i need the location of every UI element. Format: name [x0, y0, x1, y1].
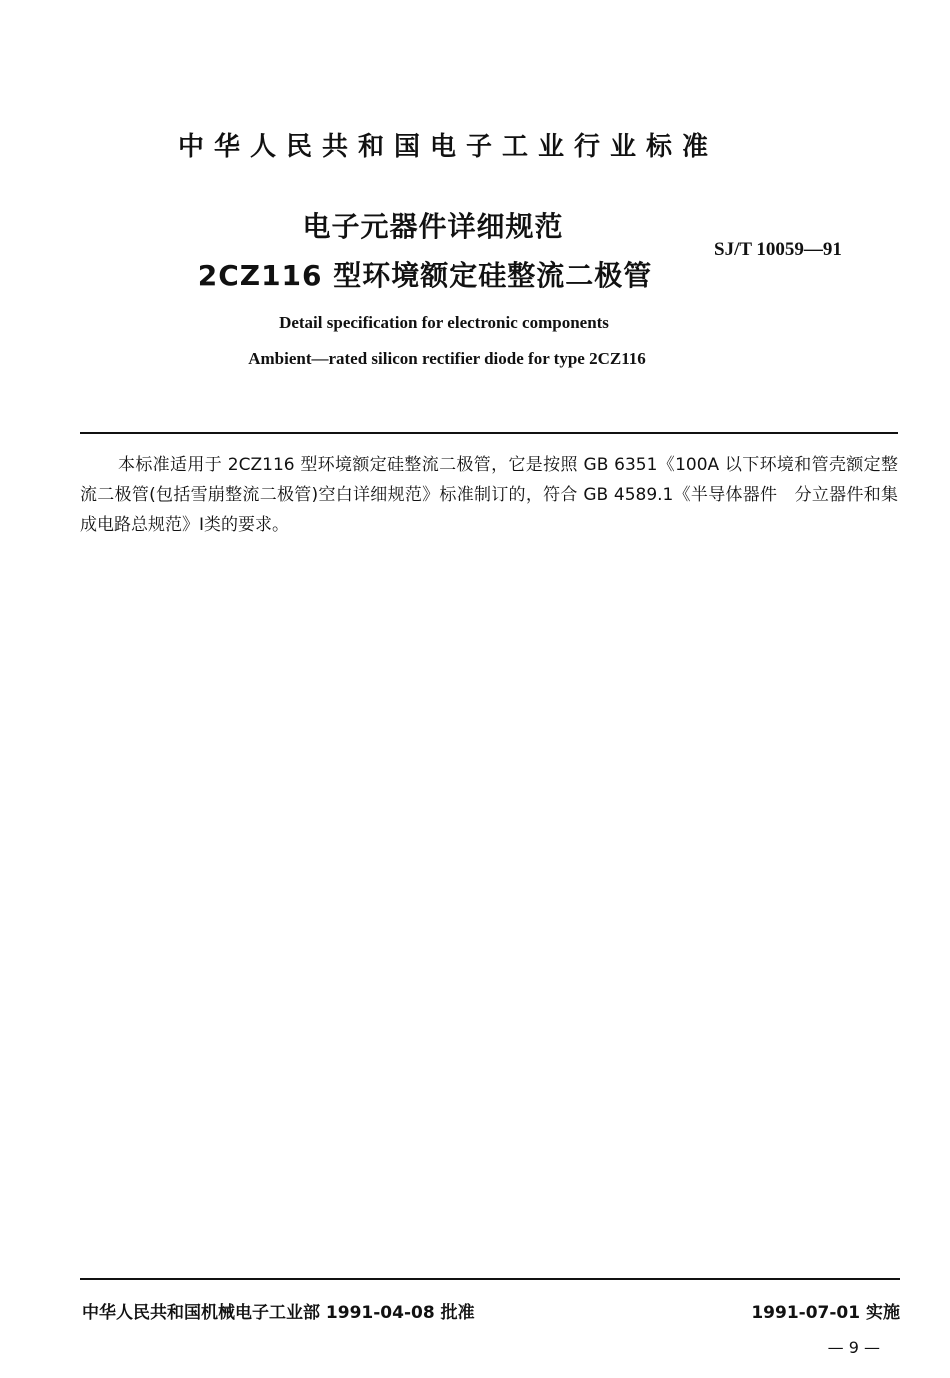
page-number: — 9 — [827, 1338, 880, 1357]
bottom-divider [80, 1278, 900, 1280]
scope-paragraph: 本标准适用于 2CZ116 型环境额定硅整流二极管，它是按照 GB 6351《100A 以下环境和管壳额定整流二极管(包括雪崩整流二极管)空白详细规范》标准制订的，符合 GB 4589.1《半导体器件 分立器件和集成电路总规范》Ⅰ类的要求。 [80, 455, 898, 535]
standard-org-header: 中华人民共和国电子工业行业标准 [177, 132, 718, 162]
effective-date: 1991-07-01 实施 [751, 1303, 900, 1323]
top-divider [80, 432, 898, 434]
title-english-line2: Ambient—rated silicon rectifier diode for type 2CZ116 [248, 349, 646, 368]
title-english-line1: Detail specification for electronic components [279, 313, 609, 332]
title-chinese-line2: 2CZ116 型环境额定硅整流二极管 [197, 259, 653, 292]
standard-code: SJ/T 10059—91 [714, 239, 842, 260]
approval-line: 中华人民共和国机械电子工业部 1991-04-08 批准 [82, 1303, 475, 1323]
title-chinese-line1: 电子元器件详细规范 [302, 210, 564, 243]
